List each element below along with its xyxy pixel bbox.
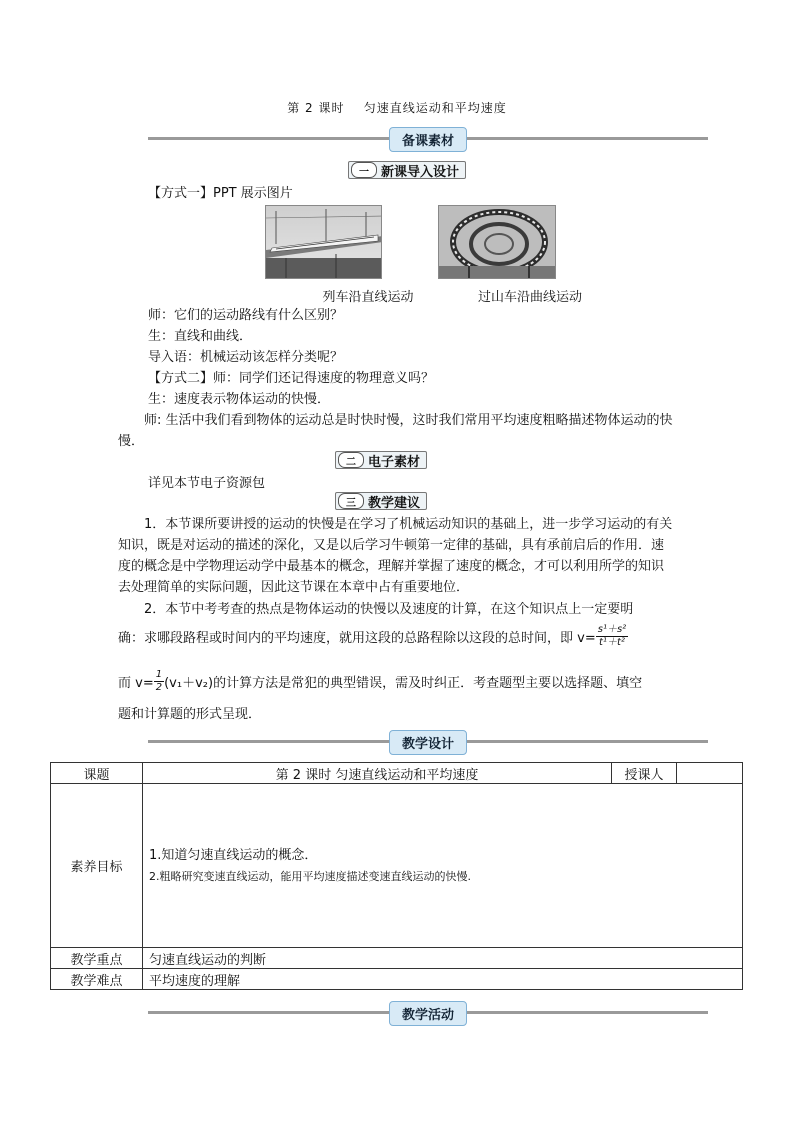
chip-label: 新课导入设计 bbox=[381, 164, 460, 180]
subsection-chip-intro bbox=[348, 161, 466, 179]
teacher-long-line: 师: 生活中我们看到物体的运动总是时快时慢，这时我们常用平均速度粗略描述物体运动的快慢． bbox=[118, 413, 673, 449]
table-row-key bbox=[51, 948, 743, 969]
train-photo bbox=[265, 205, 382, 279]
difficulty-value: 平均速度的理解 bbox=[143, 969, 743, 990]
chip-number: 一 bbox=[351, 162, 377, 178]
chip-number: 二 bbox=[338, 452, 364, 468]
section-divider-activity bbox=[148, 1008, 708, 1023]
topic-label: 课题 bbox=[51, 763, 143, 784]
lesson-title: 第 2 课时 匀速直线运动和平均速度 bbox=[287, 101, 507, 115]
avg-speed-fraction bbox=[596, 624, 628, 649]
advice-p2-line2 bbox=[118, 618, 678, 654]
key-label: 教学重点 bbox=[51, 948, 143, 969]
topic-value: 第 2 课时 匀速直线运动和平均速度 bbox=[143, 763, 612, 784]
roller-coaster-image bbox=[439, 206, 556, 279]
roller-coaster-photo bbox=[438, 205, 556, 279]
fraction-numerator: s¹＋s² bbox=[597, 623, 627, 635]
dialogue-line: 生：直线和曲线． bbox=[148, 329, 253, 344]
chip-label: 电子素材 bbox=[368, 454, 421, 470]
photo1-caption: 列车沿直线运动 bbox=[322, 290, 414, 305]
half-fraction bbox=[154, 669, 164, 694]
fraction-denominator: t¹＋t² bbox=[599, 636, 625, 648]
table-row-topic bbox=[51, 763, 743, 784]
advice-p2-text: 确：求哪段路程或时间内的平均速度，就用这段的总路程除以这段的总时间，即 v= bbox=[118, 630, 596, 646]
advice-p3-post: 的计算方法是常犯的典型错误，需及时纠正．考查题型主要以选择题、填空 bbox=[213, 675, 643, 691]
section-badge-activity: 教学活动 bbox=[389, 1001, 467, 1026]
advice-p2-line1: 2．本节中考考查的热点是物体运动的快慢以及速度的计算，在这个知识点上一定要明 bbox=[144, 602, 634, 617]
intro-dialogue bbox=[148, 305, 434, 410]
dialogue-line: 【方式二】师：同学们还记得速度的物理意义吗？ bbox=[148, 371, 435, 386]
advice-p3-line bbox=[118, 664, 678, 698]
section-divider-prep bbox=[148, 134, 708, 149]
lesson-design-table bbox=[50, 762, 743, 990]
section-badge-design: 教学设计 bbox=[389, 730, 467, 755]
dialogue-line: 生：速度表示物体运动的快慢． bbox=[148, 392, 331, 407]
advice-p4: 题和计算题的形式呈现． bbox=[118, 707, 262, 722]
section-divider-design bbox=[148, 737, 708, 752]
chip-label: 教学建议 bbox=[368, 495, 421, 511]
fraction-numerator: 1 bbox=[155, 668, 163, 680]
dialogue-line: 导入语：机械运动该怎样分类呢？ bbox=[148, 350, 344, 365]
subsection-chip-resource bbox=[335, 451, 427, 469]
teacher-label: 授课人 bbox=[612, 763, 677, 784]
goal-label: 素养目标 bbox=[51, 784, 143, 948]
advice-p3-formula: (v₁＋v₂) bbox=[164, 675, 214, 691]
intro-method1: 【方式一】PPT 展示图片 bbox=[148, 186, 293, 201]
teacher-value bbox=[677, 763, 743, 784]
train-image bbox=[266, 206, 382, 279]
section-badge-prep: 备课素材 bbox=[389, 127, 467, 152]
fraction-denominator: 2 bbox=[155, 681, 163, 693]
goal-cell bbox=[143, 784, 743, 948]
advice-p3-pre: 而 v= bbox=[118, 675, 154, 691]
chip-number: 三 bbox=[338, 493, 364, 509]
table-row-goals bbox=[51, 784, 743, 948]
dialogue-line: 师：它们的运动路线有什么区别？ bbox=[148, 308, 344, 323]
goal-item: 1.知道匀速直线运动的概念． bbox=[149, 847, 318, 863]
difficulty-label: 教学难点 bbox=[51, 969, 143, 990]
subsection-chip-advice bbox=[335, 492, 427, 510]
table-row-difficulty bbox=[51, 969, 743, 990]
resource-text: 详见本节电子资源包 bbox=[148, 476, 266, 491]
goal-item: 2.粗略研究变速直线运动，能用平均速度描述变速直线运动的快慢. bbox=[149, 869, 471, 883]
photo2-caption: 过山车沿曲线运动 bbox=[477, 290, 582, 305]
advice-paragraph-1: 1．本节课所要讲授的运动的快慢是在学习了机械运动知识的基础上，进一步学习运动的有关知识，既是对运动的描述的深化，又是以后学习牛顿第一定律的基础，具有承前启后的作用．速度的概念是中学物理运动学中最基本的概念，理解并掌握了速度的概念，才可以利用所学的知识去处理简单的实际问题，因此这节课在本章中占有重要地位． bbox=[118, 517, 673, 595]
key-value: 匀速直线运动的判断 bbox=[143, 948, 743, 969]
